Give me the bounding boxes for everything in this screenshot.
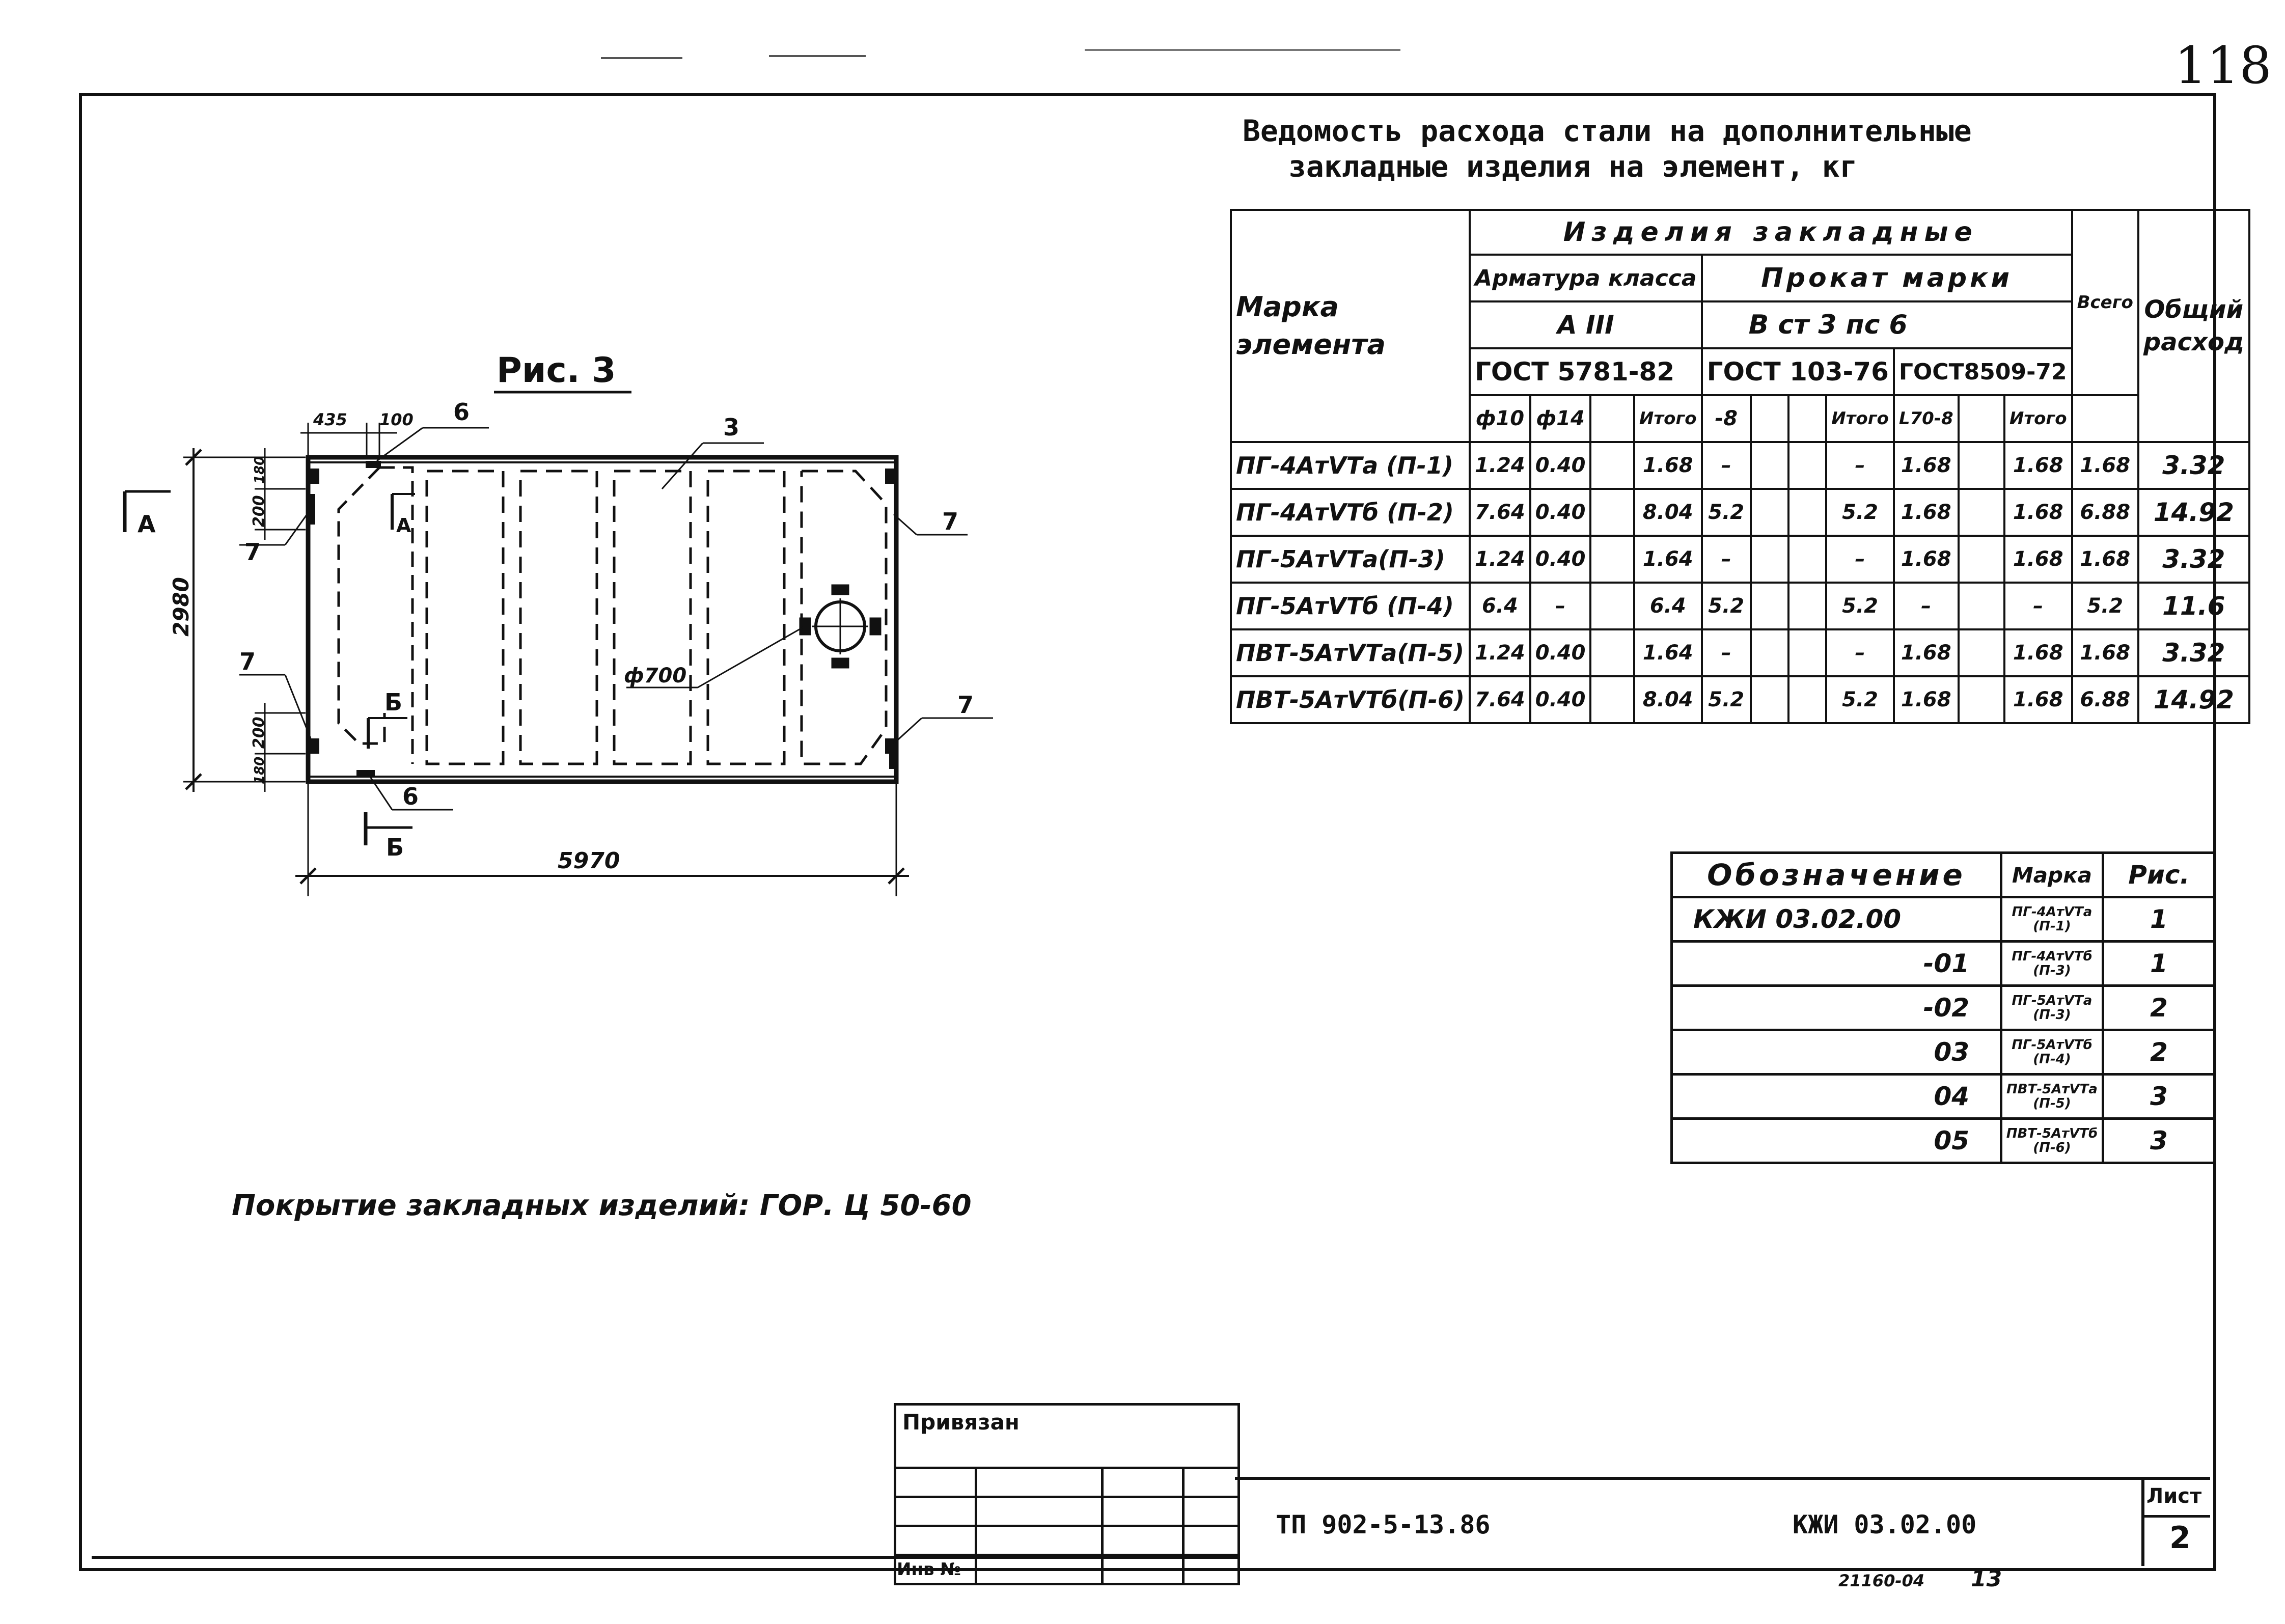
table-row — [1231, 536, 2249, 583]
panel-drawing — [0, 0, 1018, 917]
cell: 7.64 — [1470, 676, 1530, 723]
fig-cell: 1 — [2103, 897, 2215, 942]
cell: 6.4 — [1470, 583, 1530, 629]
cell: – — [1702, 629, 1751, 676]
dim-height: 2980 — [169, 577, 194, 637]
cell — [1751, 536, 1788, 583]
cell: 0.40 — [1530, 442, 1591, 489]
cell: 14.92 — [2138, 489, 2249, 536]
cell — [1590, 489, 1634, 536]
cell — [1751, 629, 1788, 676]
cell: 1.68 — [1634, 442, 1702, 489]
fig-cell: 3 — [2103, 1119, 2215, 1163]
cell: 1.68 — [1894, 536, 1959, 583]
fig-header: Рис. — [2103, 853, 2215, 897]
cell: 6.4 — [1634, 583, 1702, 629]
sheet-label: Лист — [2146, 1484, 2202, 1508]
cell: 5.2 — [1826, 676, 1894, 723]
cell — [1788, 489, 1826, 536]
gost-5781: ГОСТ 5781-82 — [1470, 348, 1702, 395]
label-7: 7 — [244, 538, 261, 566]
sub-header: ф10 — [1470, 395, 1530, 442]
sub-header: Итого — [1634, 395, 1702, 442]
cell: 1.68 — [2004, 489, 2072, 536]
table-row — [1672, 1030, 2215, 1075]
bottom-rule — [92, 1556, 1237, 1559]
cell: – — [1894, 583, 1959, 629]
cell: 0.40 — [1530, 676, 1591, 723]
cell — [1751, 442, 1788, 489]
section-a-label: А — [396, 514, 411, 537]
cell: 6.88 — [2072, 676, 2138, 723]
row-mark: ПВТ-5АтVТа(П-5) — [1231, 629, 1470, 676]
sub-header: ф14 — [1530, 395, 1591, 442]
sub-header: L70-8 — [1894, 395, 1959, 442]
row-mark: ПГ-5АтVТа(П-3) — [1231, 536, 1470, 583]
mark-header: Марка — [2001, 853, 2103, 897]
rolled-header: Прокат марки — [1702, 255, 2072, 301]
cell: 5.2 — [1826, 489, 1894, 536]
dim-200-bot: 200 — [250, 717, 268, 749]
sub-header — [1788, 395, 1826, 442]
table-row — [1231, 629, 2249, 676]
fig-cell: 2 — [2103, 1030, 2215, 1075]
designation-cell: 04 — [1672, 1075, 2001, 1119]
designation-cell: КЖИ 03.02.00 — [1672, 897, 2001, 942]
cell: 0.40 — [1530, 489, 1591, 536]
project-code: ТП 902-5-13.86 — [1276, 1510, 1491, 1539]
table-row — [1231, 583, 2249, 629]
cell — [1751, 489, 1788, 536]
cell: – — [2004, 583, 2072, 629]
dim-180-top: 180 — [252, 456, 267, 484]
cell — [1788, 676, 1826, 723]
footer-num: 13 — [1971, 1566, 2002, 1592]
footer-code: 21160-04 — [1838, 1571, 1925, 1590]
rebar-grade: А III — [1470, 301, 1702, 348]
sheet-number: 2 — [2169, 1520, 2191, 1556]
cell — [1590, 629, 1634, 676]
row-mark: ПГ-5АтVТб (П-4) — [1231, 583, 1470, 629]
fig-title: Рис. 3 — [497, 350, 616, 391]
sub-header — [1590, 395, 1634, 442]
scan-mark — [1085, 49, 1400, 51]
cell — [1959, 583, 2004, 629]
cell: – — [1702, 536, 1751, 583]
cell: 1.68 — [1894, 442, 1959, 489]
mark-cell: ПГ-4АтVТб (П-3) — [2001, 942, 2103, 986]
cell: 11.6 — [2138, 583, 2249, 629]
row-mark: ПВТ-5АтVТб(П-6) — [1231, 676, 1470, 723]
cell: 5.2 — [1702, 489, 1751, 536]
label-3: 3 — [723, 414, 740, 441]
doc-code: КЖИ 03.02.00 — [1793, 1510, 1977, 1539]
hole-dia-label: ф700 — [624, 664, 687, 687]
table-row — [1231, 442, 2249, 489]
col-items-header: Изделия закладные — [1470, 210, 2072, 255]
cell — [1959, 442, 2004, 489]
title-block-divider — [2141, 1515, 2210, 1518]
cell: – — [1826, 536, 1894, 583]
cell — [1590, 676, 1634, 723]
cell: 3.32 — [2138, 536, 2249, 583]
section-b-label: Б — [384, 689, 403, 716]
cell: 6.88 — [2072, 489, 2138, 536]
dim-total-width: 5970 — [558, 848, 620, 874]
designation-cell: 05 — [1672, 1119, 2001, 1163]
cell: 0.40 — [1530, 629, 1591, 676]
table-row — [1672, 1075, 2215, 1119]
designation-cell: -01 — [1672, 942, 2001, 986]
dim-200-top: 200 — [250, 495, 268, 527]
cell: 1.68 — [2072, 536, 2138, 583]
bound-grid — [894, 1467, 1240, 1585]
table-title-line2: закладные изделия на элемент, кг — [1288, 149, 1858, 184]
steel-consumption-table — [1230, 209, 2250, 724]
table-row — [1672, 942, 2215, 986]
cell: – — [1826, 629, 1894, 676]
mark-cell: ПВТ-5АтVТа (П-5) — [2001, 1075, 2103, 1119]
cell: 1.68 — [2004, 442, 2072, 489]
fig-cell: 3 — [2103, 1075, 2215, 1119]
page-number: 118 — [2174, 36, 2272, 95]
mark-cell: ПГ-5АтVТб (П-4) — [2001, 1030, 2103, 1075]
cell — [1590, 583, 1634, 629]
col-mark-header: Марка элемента — [1231, 210, 1470, 442]
consumption-rows — [1231, 442, 2249, 723]
cell — [1959, 629, 2004, 676]
mark-cell: ПГ-4АтVТа (П-1) — [2001, 897, 2103, 942]
rebar-class-header: Арматура класса — [1470, 255, 1702, 301]
cell: 1.68 — [1894, 676, 1959, 723]
sub-header: Итого — [2004, 395, 2072, 442]
cell: 1.68 — [1894, 629, 1959, 676]
designation-cell: 03 — [1672, 1030, 2001, 1075]
title-block-top-line — [1235, 1477, 2210, 1480]
cell: 1.24 — [1470, 442, 1530, 489]
table-title-line1: Ведомость расхода стали на дополнительные — [1243, 114, 1972, 148]
designation-table — [1670, 851, 2216, 1164]
cell: 5.2 — [2072, 583, 2138, 629]
cell: 1.64 — [1634, 629, 1702, 676]
col-overall-header: Общий расход — [2138, 210, 2249, 442]
bound-stamp — [894, 1403, 1240, 1580]
cell — [1788, 583, 1826, 629]
cell: 5.2 — [1826, 583, 1894, 629]
cell — [1590, 536, 1634, 583]
label-7: 7 — [942, 508, 959, 535]
cell — [1788, 442, 1826, 489]
sub-header-empty — [2072, 395, 2138, 442]
inv-label: Инв № — [895, 1555, 976, 1584]
sub-header — [1751, 395, 1788, 442]
cell: – — [1530, 583, 1591, 629]
label-7: 7 — [957, 691, 974, 719]
cell: 5.2 — [1702, 676, 1751, 723]
dim-435: 435 — [313, 410, 347, 429]
label-6-top: 6 — [453, 398, 470, 426]
rolled-grade: В ст 3 пс 6 — [1702, 301, 2072, 348]
designation-cell: -02 — [1672, 986, 2001, 1030]
table-row — [1672, 986, 2215, 1030]
cell: 5.2 — [1702, 583, 1751, 629]
cell: 8.04 — [1634, 676, 1702, 723]
cell: 1.64 — [1634, 536, 1702, 583]
cell — [1788, 536, 1826, 583]
cell: – — [1702, 442, 1751, 489]
dim-100: 100 — [379, 410, 414, 429]
table-row — [1672, 1119, 2215, 1163]
cell — [1751, 583, 1788, 629]
cell: 1.68 — [2004, 676, 2072, 723]
table-row — [1231, 489, 2249, 536]
cell — [1590, 442, 1634, 489]
section-b-label: Б — [386, 834, 404, 861]
sub-header: Итого — [1826, 395, 1894, 442]
row-mark: ПГ-4АтVТа (П-1) — [1231, 442, 1470, 489]
bound-label: Привязан — [902, 1410, 1020, 1435]
label-7: 7 — [239, 648, 256, 675]
row-mark: ПГ-4АтVТб (П-2) — [1231, 489, 1470, 536]
cell — [1959, 489, 2004, 536]
cell: 7.64 — [1470, 489, 1530, 536]
coating-note: Покрытие закладных изделий: ГОР. Ц 50-60 — [232, 1189, 972, 1222]
cell: 0.40 — [1530, 536, 1591, 583]
table-row — [1672, 897, 2215, 942]
section-a-label: А — [137, 510, 156, 538]
fig-cell: 1 — [2103, 942, 2215, 986]
cell: 14.92 — [2138, 676, 2249, 723]
col-total-header: Всего — [2072, 210, 2138, 395]
designation-header: Обозначение — [1672, 853, 2001, 897]
sub-header: -8 — [1702, 395, 1751, 442]
cell: 1.68 — [2072, 629, 2138, 676]
mark-cell: ПГ-5АтVТа (П-3) — [2001, 986, 2103, 1030]
cell: 1.68 — [2004, 629, 2072, 676]
dashed-opening — [339, 467, 384, 744]
cell — [1959, 676, 2004, 723]
cell — [1959, 536, 2004, 583]
cell: 1.24 — [1470, 629, 1530, 676]
table-row — [1231, 676, 2249, 723]
fig-cell: 2 — [2103, 986, 2215, 1030]
title-block-divider — [2141, 1477, 2144, 1566]
label-6-bot: 6 — [402, 783, 419, 810]
cell — [1751, 676, 1788, 723]
gost-103: ГОСТ 103-76 — [1702, 348, 1894, 395]
cell: 3.32 — [2138, 442, 2249, 489]
cell: 1.68 — [1894, 489, 1959, 536]
cell: 3.32 — [2138, 629, 2249, 676]
sub-header — [1959, 395, 2004, 442]
cell: 1.24 — [1470, 536, 1530, 583]
cell — [1788, 629, 1826, 676]
cell: – — [1826, 442, 1894, 489]
gost-8509: ГОСТ8509-72 — [1894, 348, 2072, 395]
mark-cell: ПВТ-5АтVТб (П-6) — [2001, 1119, 2103, 1163]
cell: 8.04 — [1634, 489, 1702, 536]
dim-180-bot: 180 — [252, 756, 267, 784]
cell: 1.68 — [2004, 536, 2072, 583]
cell: 1.68 — [2072, 442, 2138, 489]
